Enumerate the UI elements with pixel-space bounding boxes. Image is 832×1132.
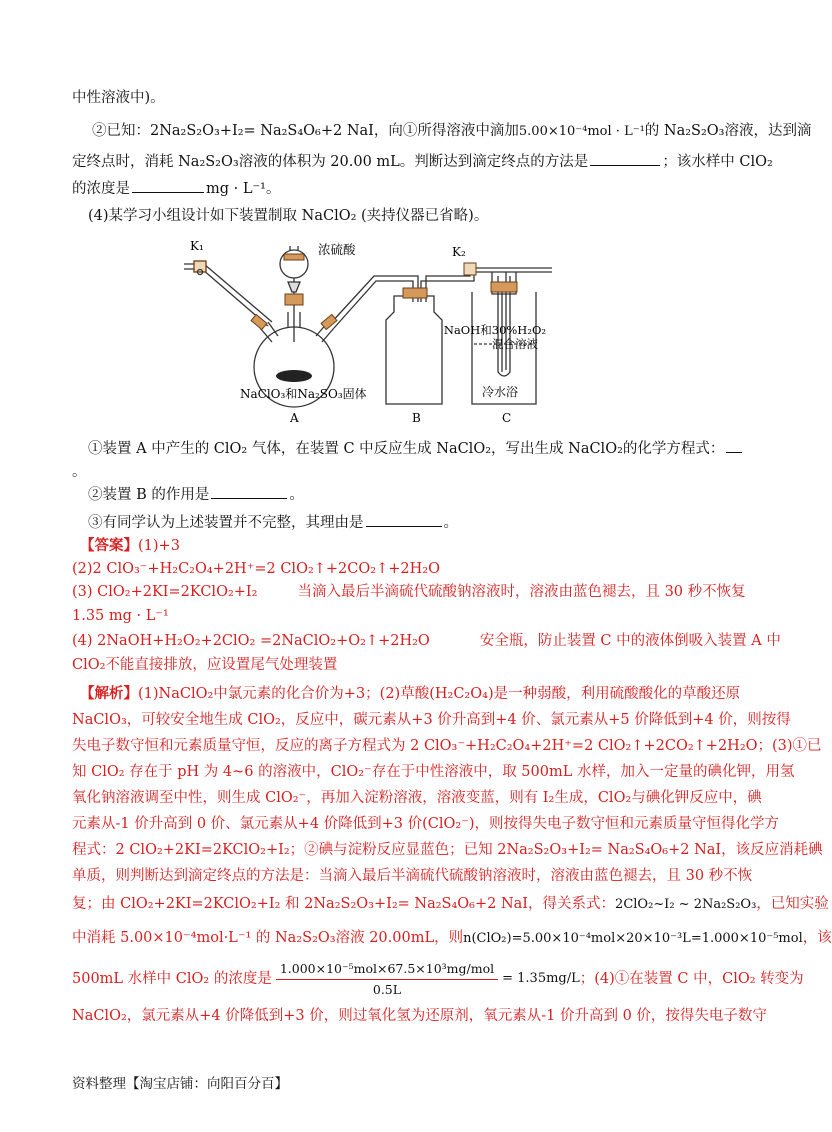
analysis-line: 【解析】(1)NaClO₂中氯元素的化合价为+3；(2)草酸(H₂C₂O₄)是一种弱酸，利用硫酸酸化的草酸还原 bbox=[80, 685, 741, 702]
label-mixture: NaOH和30%H₂O₂ bbox=[443, 323, 546, 337]
text-line: 的浓度是 mg · L⁻¹。 bbox=[72, 178, 732, 199]
analysis-tag: 【解析】 bbox=[80, 685, 138, 702]
relation-formula: 2ClO₂~I₂ ~ 2Na₂S₂O₃ bbox=[615, 897, 757, 912]
analysis-line: NaClO₂，氯元素从+4 价降低到+3 价，则过氧化氢为还原剂，氧元素从-1 价升高到 0 价，按得失电子数守 bbox=[72, 1008, 767, 1024]
label-k2: K₂ bbox=[452, 245, 466, 259]
label-k1: K₁ bbox=[190, 239, 204, 253]
analysis-line: NaClO₃，可较安全地生成 ClO₂，反应中，碳元素从+3 价升高到+4 价、氯元素从+5 价降低到+4 价，则按得 bbox=[72, 712, 791, 728]
label-solid: NaClO₃和Na₂SO₃固体 bbox=[240, 387, 367, 401]
label-bath: 冷水浴 bbox=[482, 385, 519, 399]
mole-formula: n(ClO₂)=5.00×10⁻⁴mol×20×10⁻³L=1.000×10⁻⁵mol bbox=[463, 931, 803, 946]
label-mixture-2: 混合溶液 bbox=[492, 337, 538, 351]
stopper-icon bbox=[251, 314, 267, 329]
apparatus-figure bbox=[180, 232, 560, 432]
label-b: B bbox=[412, 411, 421, 425]
stopper-icon bbox=[403, 288, 427, 298]
text-line: 中性溶液中)。 bbox=[72, 90, 165, 106]
answer-blank[interactable] bbox=[590, 151, 660, 166]
concentration-value: 5.00×10⁻⁴mol · L⁻¹ bbox=[518, 124, 645, 139]
stopper-icon bbox=[285, 294, 303, 305]
analysis-line: 中消耗 5.00×10⁻⁴mol·L⁻¹ 的 Na₂S₂O₃溶液 20.00mL，则n(ClO₂)=5.00×10⁻⁴mol×20×10⁻³L=1.000×10⁻⁵mol，该 bbox=[72, 930, 832, 946]
analysis-line: 程式：2 ClO₂+2KI=2KClO₂+I₂；②碘与淀粉反应显蓝色；已知 2Na₂S₂O₃+I₂= Na₂S₄O₆+2 NaI，该反应消耗碘 bbox=[72, 842, 823, 858]
answer-blank[interactable] bbox=[132, 178, 204, 193]
answer-line: (2)2 ClO₃⁻+H₂C₂O₄+2H⁺=2 ClO₂↑+2CO₂↑+2H₂O bbox=[72, 561, 440, 577]
answer-blank[interactable] bbox=[726, 438, 742, 453]
answer-line: 1.35 mg · L⁻¹ bbox=[72, 608, 169, 624]
answer-line: (3) ClO₂+2KI=2KClO₂+I₂ 当滴入最后半滴硫代硫酸钠溶液时，溶液由蓝色褪去，且 30 秒不恢复 bbox=[72, 584, 746, 600]
text-line: ③有同学认为上述装置并不完整，其理由是 。 bbox=[88, 512, 748, 533]
label-a: A bbox=[290, 411, 299, 425]
analysis-line: 单质，则判断达到滴定终点的方法是：当滴入最后半滴硫代硫酸钠溶液时，溶液由蓝色褪去，且 30 秒不恢 bbox=[72, 868, 753, 884]
answer-blank[interactable] bbox=[211, 484, 287, 499]
analysis-line: 知 ClO₂ 存在于 pH 为 4~6 的溶液中，ClO₂⁻存在于中性溶液中，取 500mL 水样，加入一定量的碘化钾，用氢 bbox=[72, 764, 795, 780]
stopper-icon bbox=[491, 282, 517, 292]
answer-tag: 【答案】 bbox=[80, 537, 138, 554]
stopcock-k2-icon[interactable] bbox=[464, 263, 476, 275]
analysis-line: 失电子数守恒和元素质量守恒，反应的离子方程式为 2 ClO₃⁻+H₂C₂O₄+2H⁺=2 ClO₂↑+2CO₂↑+2H₂O；(3)①已 bbox=[72, 738, 822, 754]
solid-reagent-icon bbox=[276, 370, 312, 382]
analysis-line: 元素从-1 价升高到 0 价、氯元素从+4 价降低到+3 价(ClO₂⁻)，则按得失电子数守恒和元素质量守恒得化学方 bbox=[72, 816, 780, 832]
answer-blank[interactable] bbox=[366, 512, 442, 527]
text-line: 。 bbox=[72, 464, 87, 480]
answer-line: (4) 2NaOH+H₂O₂+2ClO₂ =2NaClO₂+O₂↑+2H₂O 安全瓶，防止装置 C 中的液体倒吸入装置 A 中 bbox=[72, 633, 781, 649]
text-line: (4)某学习小组设计如下装置制取 NaClO₂ (夹持仪器已省略)。 bbox=[88, 208, 489, 224]
text-line: ②装置 B 的作用是 。 bbox=[88, 484, 748, 505]
text-line: ②已知：2Na₂S₂O₃+I₂= Na₂S₄O₆+2 NaI，向①所得溶液中滴加5.00×10⁻⁴mol · L⁻¹的 Na₂S₂O₃溶液，达到滴 bbox=[92, 123, 812, 139]
analysis-line: 氧化钠溶液调至中性，则生成 ClO₂⁻，再加入淀粉溶液，溶液变蓝，则有 I₂生成，ClO₂与碘化钾反应中，碘 bbox=[72, 790, 762, 806]
text-line: 定终点时，消耗 Na₂S₂O₃溶液的体积为 20.00 mL。判断达到滴定终点的方法是 ；该水样中 ClO₂ bbox=[72, 151, 732, 172]
label-acid: 浓硫酸 bbox=[318, 242, 356, 257]
concentration-fraction: $\frac{\text{1.000×10⁻⁵mol×67.5×10³mg/mol}}{0.5L}$ bbox=[276, 959, 498, 1000]
analysis-line: 复；由 ClO₂+2KI=2KClO₂+I₂ 和 2Na₂S₂O₃+I₂= Na₂S₄O₆+2 NaI，得关系式：2ClO₂~I₂ ~ 2Na₂S₂O₃，已知实验 bbox=[72, 896, 829, 912]
analysis-line: 500mL 水样中 ClO₂ 的浓度是 $\frac{\text{1.000×10⁻⁵mol×67.5×10³mg/mol}}{0.5L}$ = 1.35mg/L ；(4)①在装置 C 中，ClO₂ 转变为 bbox=[72, 960, 732, 998]
stopper-icon bbox=[284, 254, 304, 260]
answer-line: 【答案】(1)+3 bbox=[80, 537, 180, 554]
text-line: ①装置 A 中产生的 ClO₂ 气体，在装置 C 中反应生成 NaClO₂，写出生成 NaClO₂的化学方程式： bbox=[88, 438, 748, 459]
footer-source: 资料整理【淘宝店铺：向阳百分百】 bbox=[72, 1076, 288, 1092]
label-c: C bbox=[502, 411, 512, 425]
answer-line: ClO₂不能直接排放，应设置尾气处理装置 bbox=[72, 657, 338, 673]
stopcock-k1-icon[interactable] bbox=[194, 261, 206, 272]
